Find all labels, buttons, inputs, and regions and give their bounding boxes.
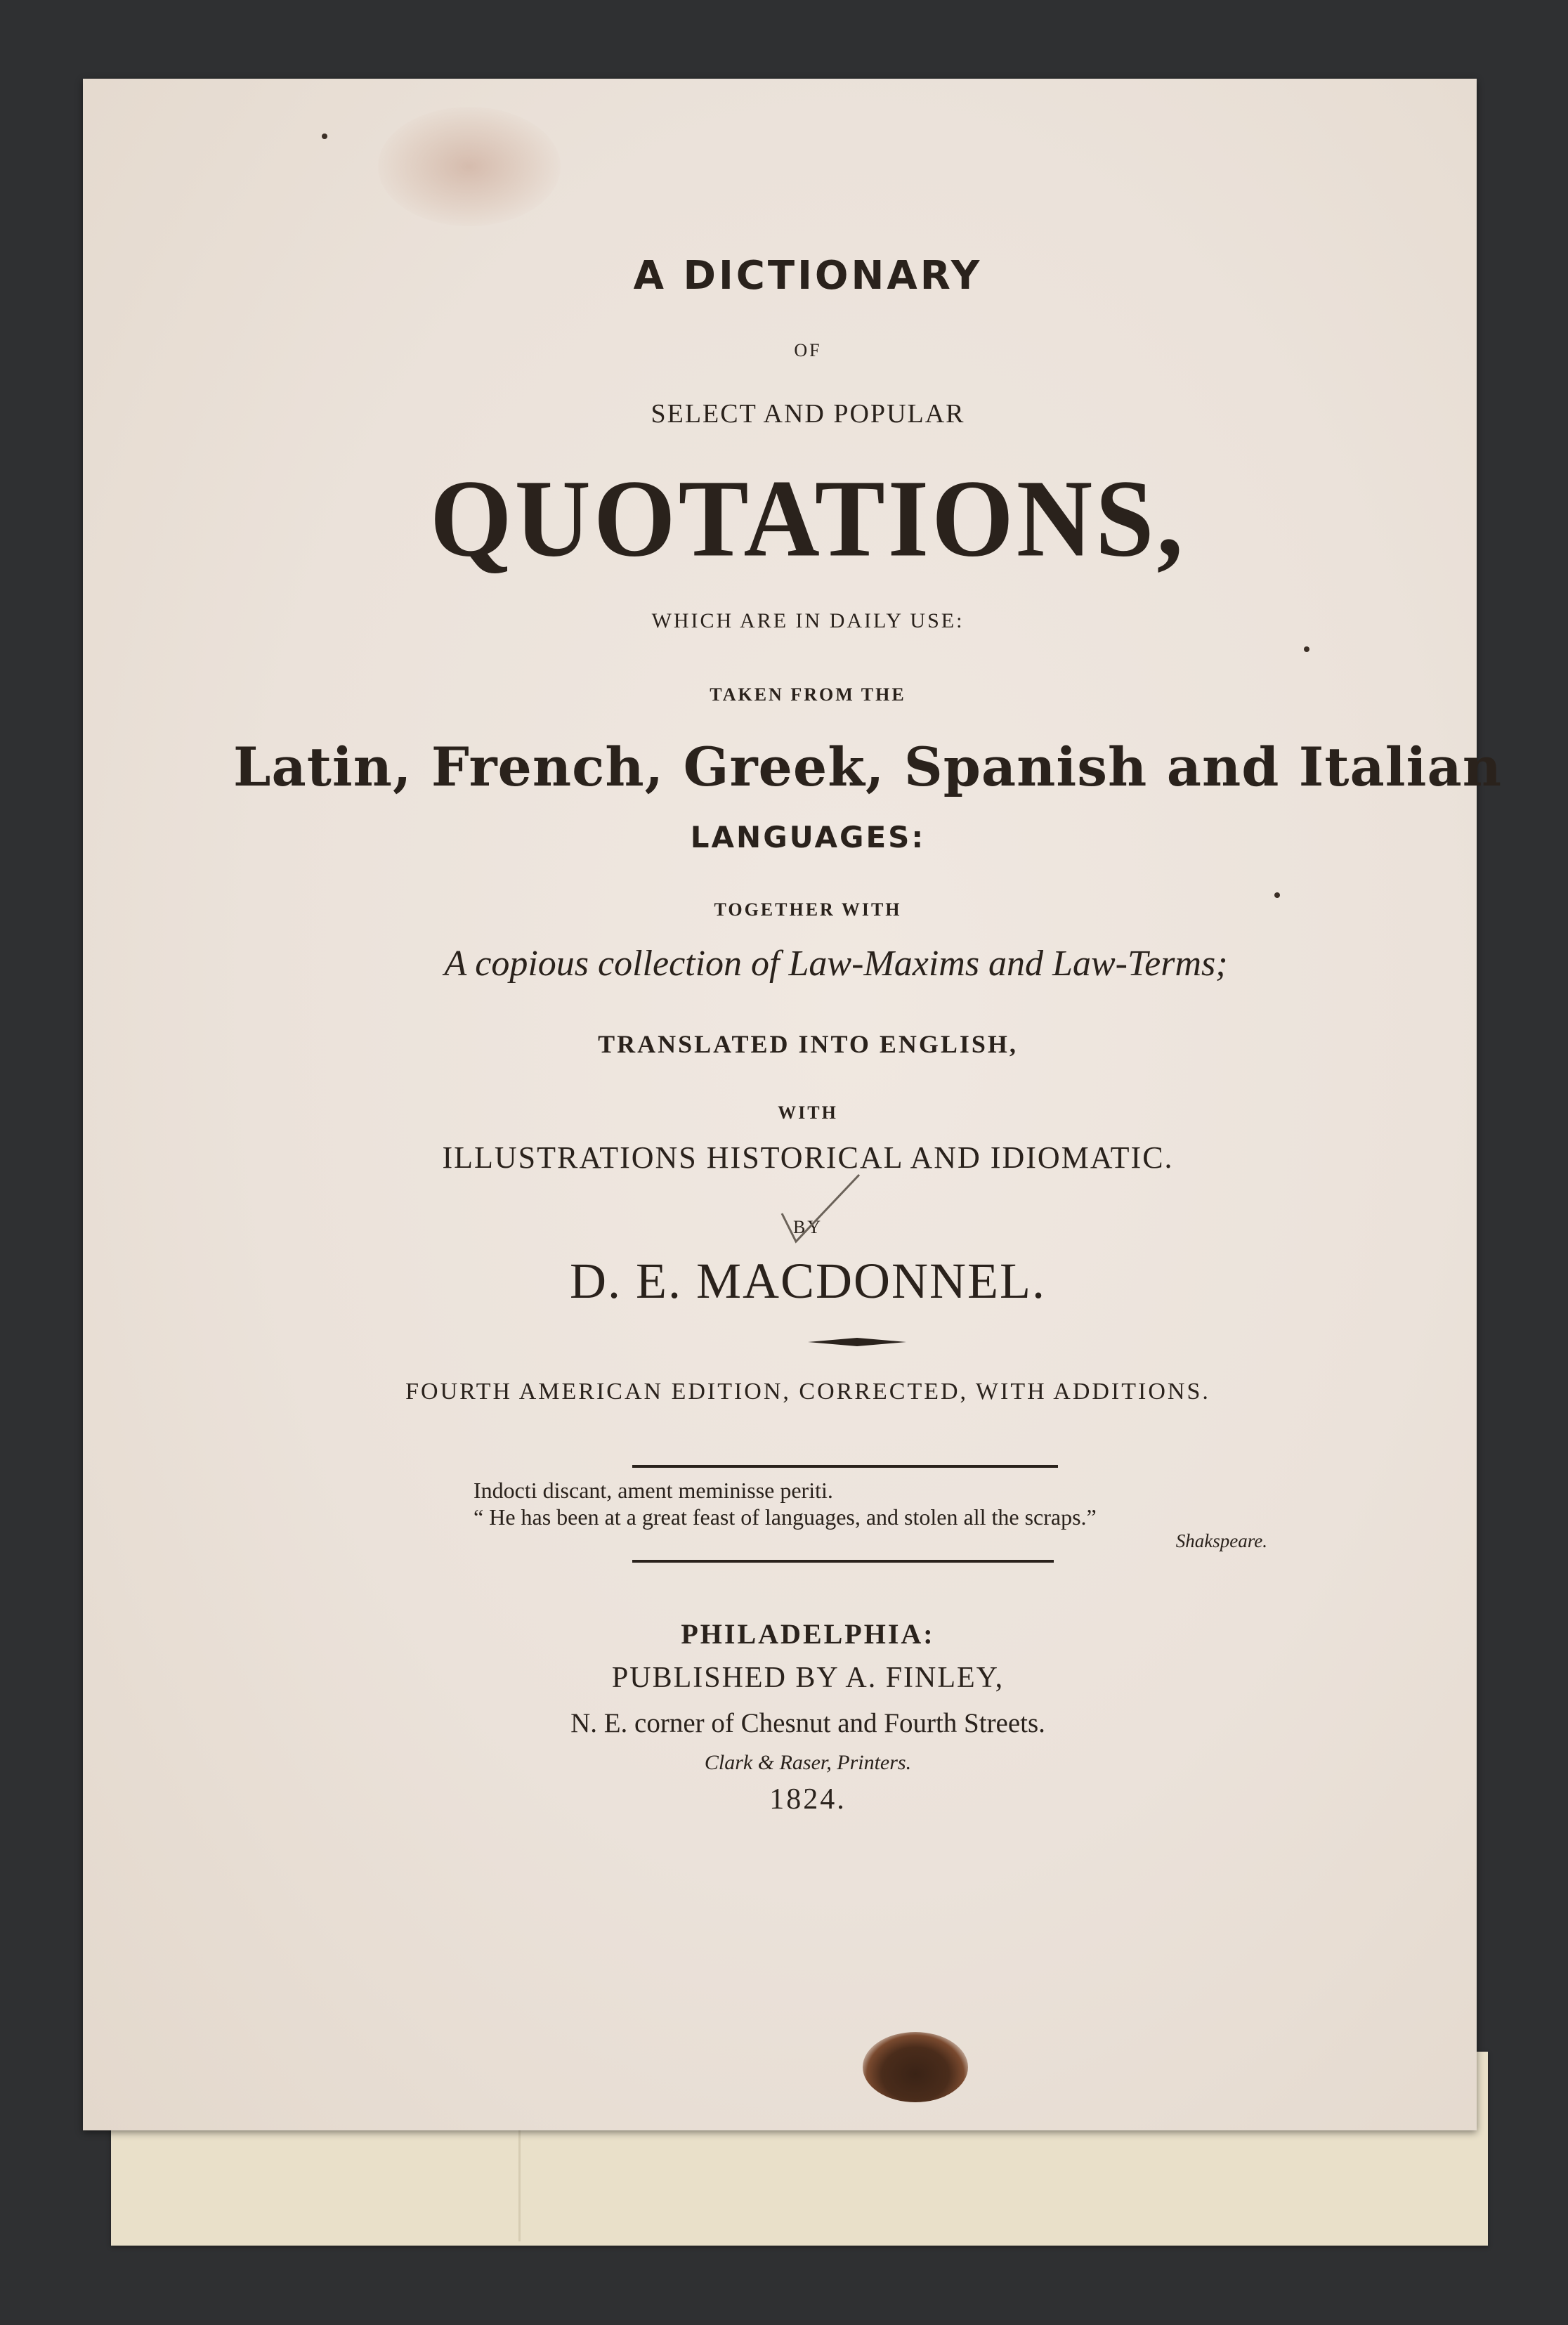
- subtitle-daily-use: WHICH ARE IN DAILY USE:: [651, 609, 965, 632]
- subtitle-illustrations: ILLUSTRATIONS HISTORICAL AND IDIOMATIC.: [442, 1140, 1174, 1175]
- paper-crease: [518, 2115, 521, 2241]
- imprint-address: N. E. corner of Chesnut and Fourth Streets.: [570, 1708, 1045, 1738]
- ink-speck: [1274, 892, 1280, 898]
- imprint-year: 1824.: [769, 1783, 847, 1816]
- pencil-checkmark: [778, 1171, 863, 1249]
- byline-by: BY: [792, 1217, 823, 1237]
- subtitle-law-maxims: A copious collection of Law-Maxims and Law-Terms;: [444, 944, 1228, 984]
- edition-statement: FOURTH AMERICAN EDITION, CORRECTED, WITH ADDITIONS.: [405, 1379, 1210, 1405]
- subtitle-languages: LANGUAGES:: [690, 820, 926, 854]
- epigraph-english: “ He has been at a great feast of languages, and stolen all the scraps.”: [473, 1504, 1097, 1530]
- divider-rule: [632, 1560, 1054, 1563]
- imprint-printers: Clark & Raser, Printers.: [704, 1751, 912, 1774]
- title-select-and-popular: SELECT AND POPULAR: [651, 399, 965, 429]
- imprint-publisher: PUBLISHED BY A. FINLEY,: [611, 1662, 1005, 1694]
- subtitle-translated: TRANSLATED INTO ENGLISH,: [598, 1030, 1018, 1058]
- epigraph: [473, 1477, 1267, 1551]
- ink-speck: [1304, 646, 1309, 652]
- title-quotations: QUOTATIONS,: [429, 457, 1187, 580]
- subtitle-languages-list: Latin, French, Greek, Spanish and Italian: [233, 736, 1502, 798]
- foxing-stain: [378, 107, 561, 226]
- subtitle-with: WITH: [778, 1102, 838, 1123]
- divider-rule: [632, 1465, 1058, 1468]
- ink-speck: [322, 133, 327, 139]
- subtitle-together-with: TOGETHER WITH: [714, 899, 902, 920]
- title-page: [83, 79, 1502, 2130]
- title-of: OF: [794, 340, 822, 360]
- subtitle-taken-from: TAKEN FROM THE: [710, 684, 906, 705]
- epigraph-latin: Indocti discant, ament meminisse periti.: [473, 1478, 833, 1503]
- author-name: D. E. MACDONNEL.: [570, 1253, 1046, 1309]
- title-a-dictionary: A DICTIONARY: [633, 253, 983, 299]
- imprint-city: PHILADELPHIA:: [681, 1618, 935, 1650]
- ornament-rule: [808, 1336, 906, 1348]
- burn-mark: [863, 2032, 968, 2102]
- epigraph-attribution: Shakspeare.: [1175, 1530, 1267, 1551]
